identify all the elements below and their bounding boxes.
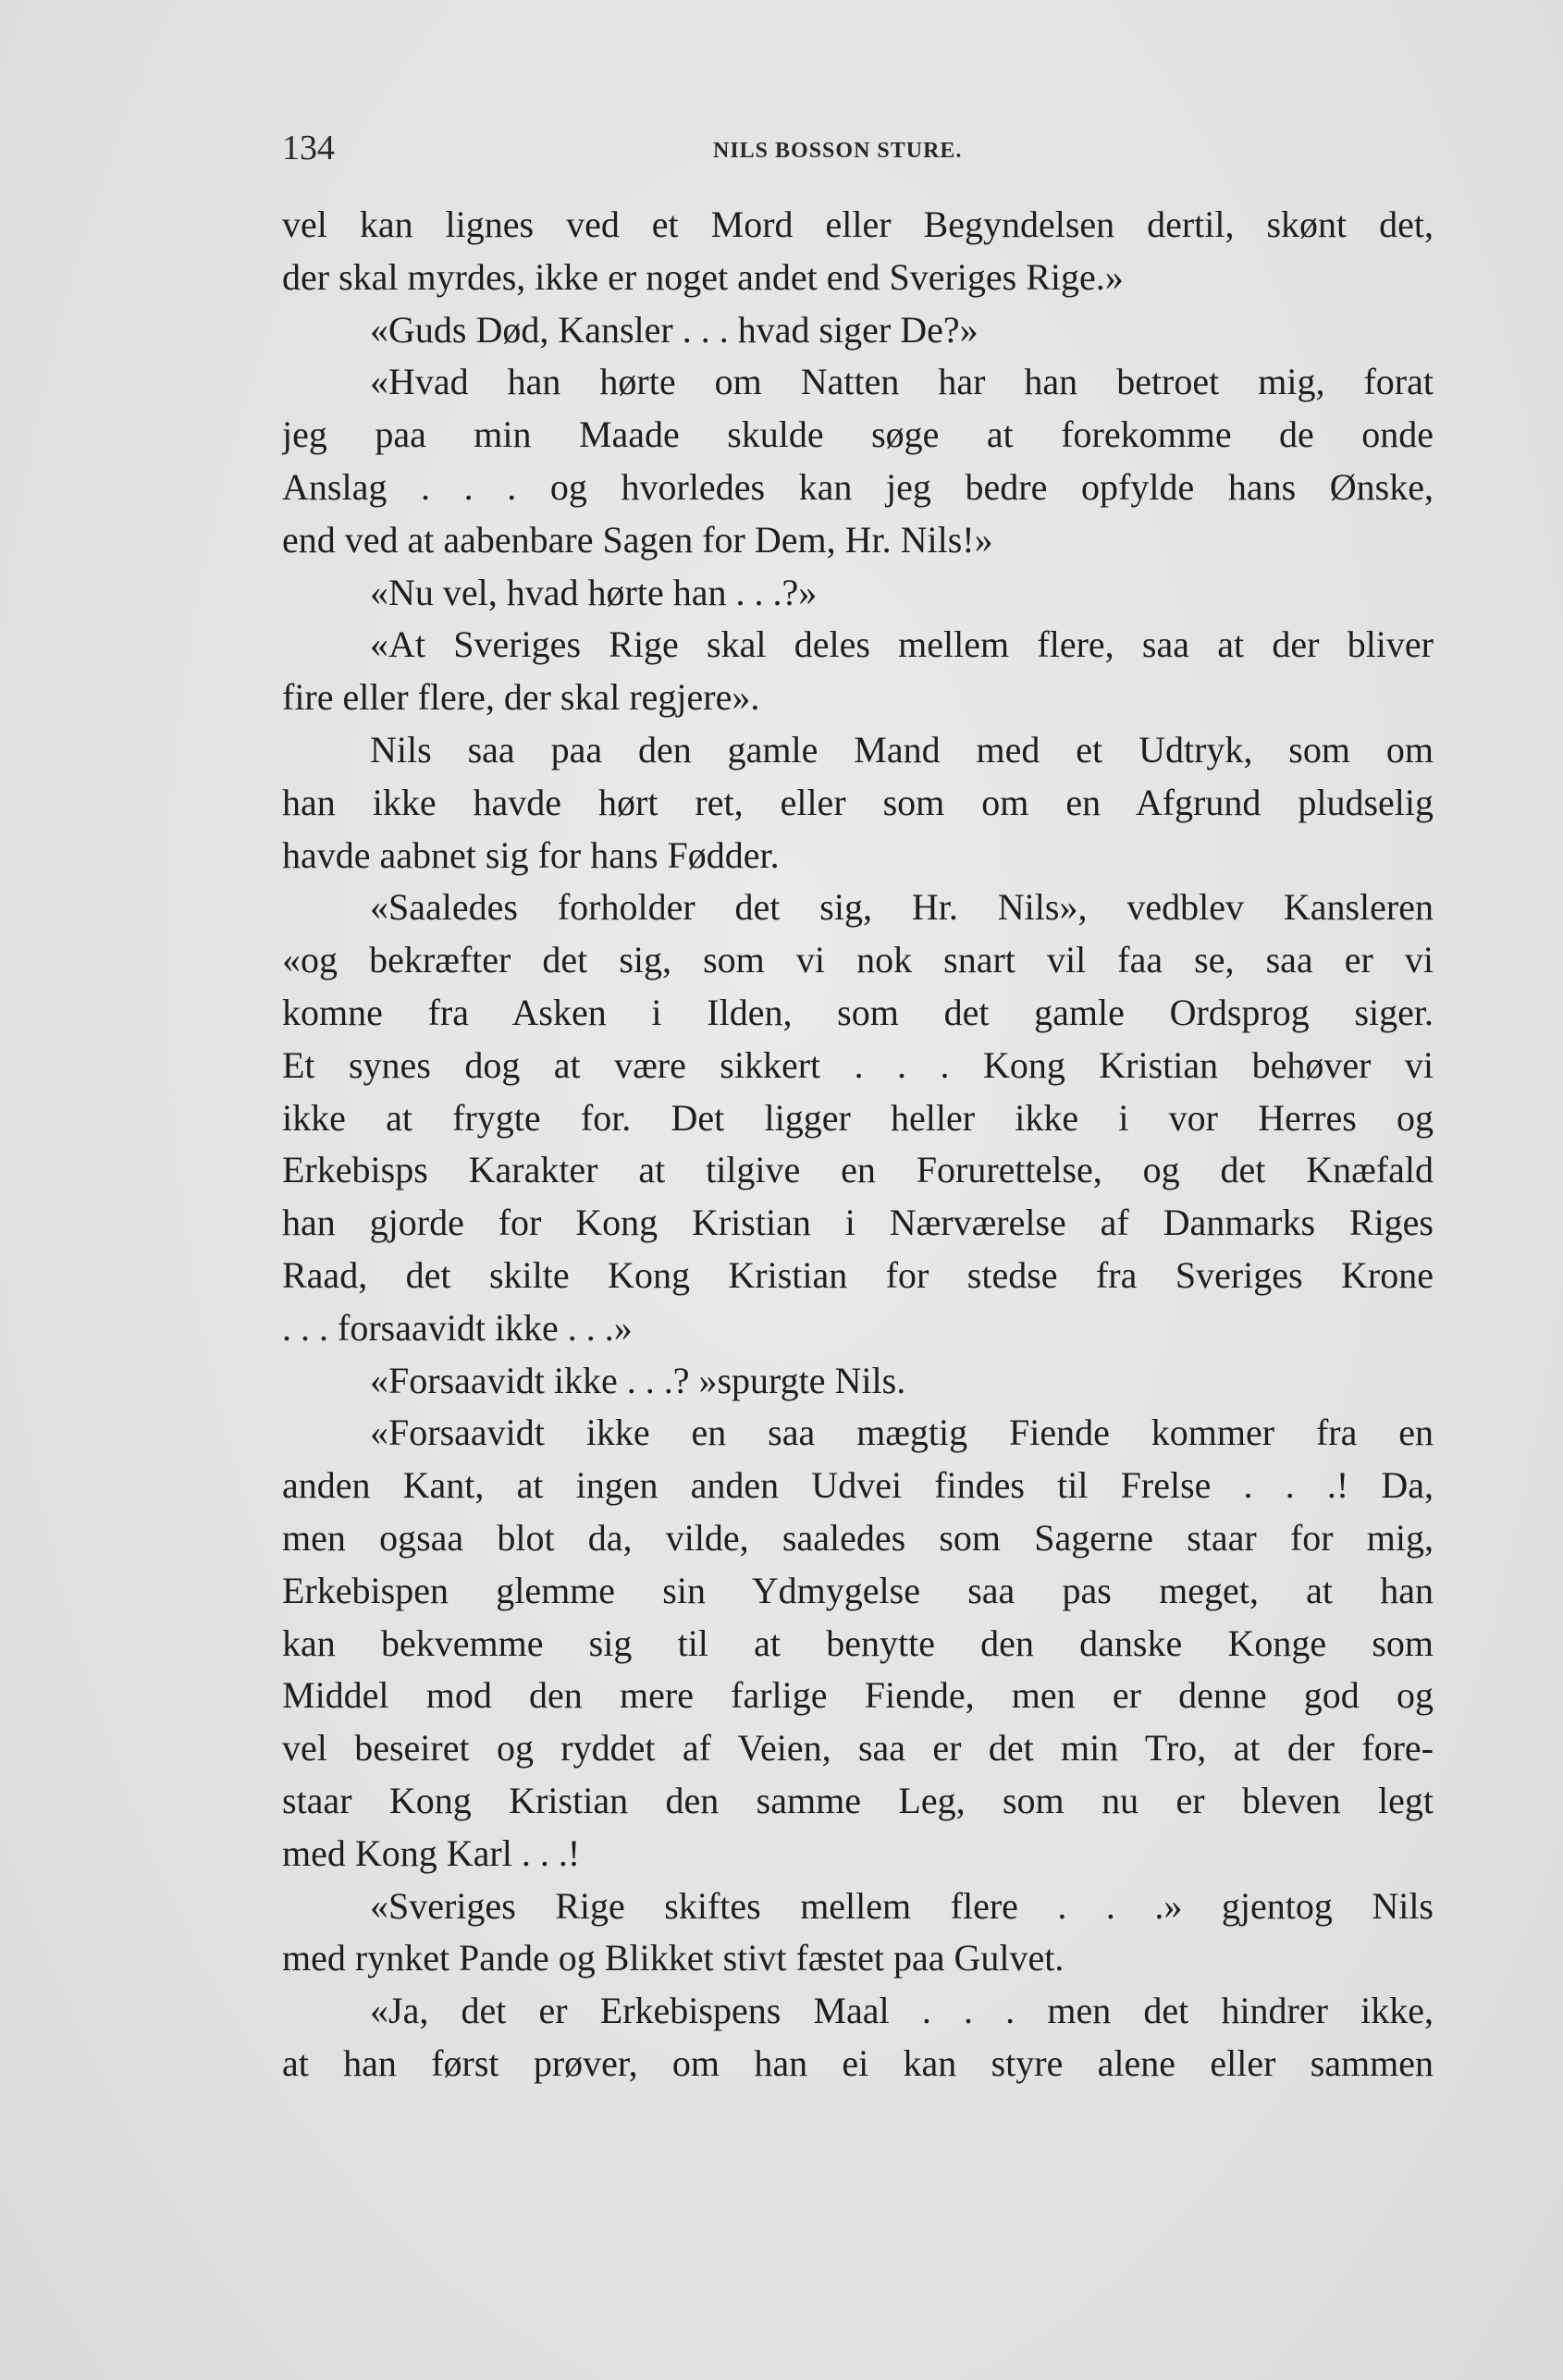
text-line: Middel mod den mere farlige Fiende, men er denne god og — [282, 1674, 1434, 1717]
text-line: med rynket Pande og Blikket stivt fæstet paa Gulvet. — [282, 1937, 1065, 1979]
text-line: «Forsaavidt ikke en saa mægtig Fiende kommer fra en — [370, 1412, 1434, 1454]
text-line: der skal myrdes, ikke er noget andet end Sveriges Rige.» — [282, 255, 1124, 298]
text-line: . . . forsaavidt ikke . . .» — [282, 1306, 633, 1349]
text-line: han gjorde for Kong Kristian i Nærværelse af Danmarks Riges — [282, 1202, 1434, 1244]
text-line: ikke at frygte for. Det ligger heller ikke i vor Herres og — [282, 1096, 1434, 1139]
page-number: 134 — [282, 129, 335, 167]
running-head: NILS BOSSON STURE. — [713, 139, 963, 163]
text-line: «At Sveriges Rige skal deles mellem flere, saa at der bliver — [370, 623, 1434, 666]
text-line: Raad, det skilte Kong Kristian for stedse fra Sveriges Krone — [282, 1253, 1434, 1296]
text-line: «Ja, det er Erkebispens Maal . . . men det hindrer ikke, — [370, 1990, 1434, 2032]
text-line: havde aabnet sig for hans Fødder. — [282, 833, 780, 876]
text-line: vel kan lignes ved et Mord eller Begyndelsen dertil, skønt det, — [282, 203, 1434, 245]
text-line: «Forsaavidt ikke . . .? »spurgte Nils. — [370, 1359, 906, 1401]
text-line: med Kong Karl . . .! — [282, 1831, 581, 1874]
text-line: kan bekvemme sig til at benytte den danske Konge som — [282, 1622, 1434, 1664]
text-line: Et synes dog at være sikkert . . . Kong Kristian behøver vi — [282, 1043, 1434, 1086]
text-line: «Saaledes forholder det sig, Hr. Nils», vedblev Kansleren — [370, 886, 1434, 929]
text-line: end ved at aabenbare Sagen for Dem, Hr. Nils!» — [282, 518, 993, 561]
body-text — [282, 199, 1434, 2090]
text-line: «og bekræfter det sig, som vi nok snart vil faa se, saa er vi — [282, 939, 1434, 981]
text-line: «Hvad han hørte om Natten har han betroet mig, forat — [370, 361, 1434, 403]
text-line: staar Kong Kristian den samme Leg, som nu er bleven legt — [282, 1779, 1434, 1821]
text-line: anden Kant, at ingen anden Udvei findes til Frelse . . .! Da, — [282, 1464, 1434, 1507]
text-line: men ogsaa blot da, vilde, saaledes som Sagerne staar for mig, — [282, 1516, 1434, 1559]
text-line: at han først prøver, om han ei kan styre alene eller sammen — [282, 2041, 1434, 2084]
page-header — [282, 128, 1434, 174]
text-line: Erkebisps Karakter at tilgive en Forurettelse, og det Knæfald — [282, 1149, 1434, 1191]
text-line: jeg paa min Maade skulde søge at forekomme de onde — [282, 413, 1434, 456]
text-line: komne fra Asken i Ilden, som det gamle Ordsprog siger. — [282, 991, 1434, 1033]
text-line: «Guds Død, Kansler . . . hvad siger De?» — [370, 308, 978, 351]
text-line: han ikke havde hørt ret, eller som om en Afgrund pludselig — [282, 781, 1434, 823]
text-line: Anslag . . . og hvorledes kan jeg bedre opfylde hans Ønske, — [282, 465, 1434, 508]
text-line: vel beseiret og ryddet af Veien, saa er det min Tro, at der fore- — [282, 1727, 1434, 1770]
text-line: «Sveriges Rige skiftes mellem flere . . .» gjentog Nils — [370, 1884, 1434, 1927]
text-line: «Nu vel, hvad hørte han . . .?» — [370, 571, 818, 613]
text-line: Erkebispen glemme sin Ydmygelse saa pas meget, at han — [282, 1569, 1434, 1611]
text-line: fire eller flere, der skal regjere». — [282, 676, 760, 719]
text-line: Nils saa paa den gamle Mand med et Udtryk, som om — [370, 728, 1434, 771]
